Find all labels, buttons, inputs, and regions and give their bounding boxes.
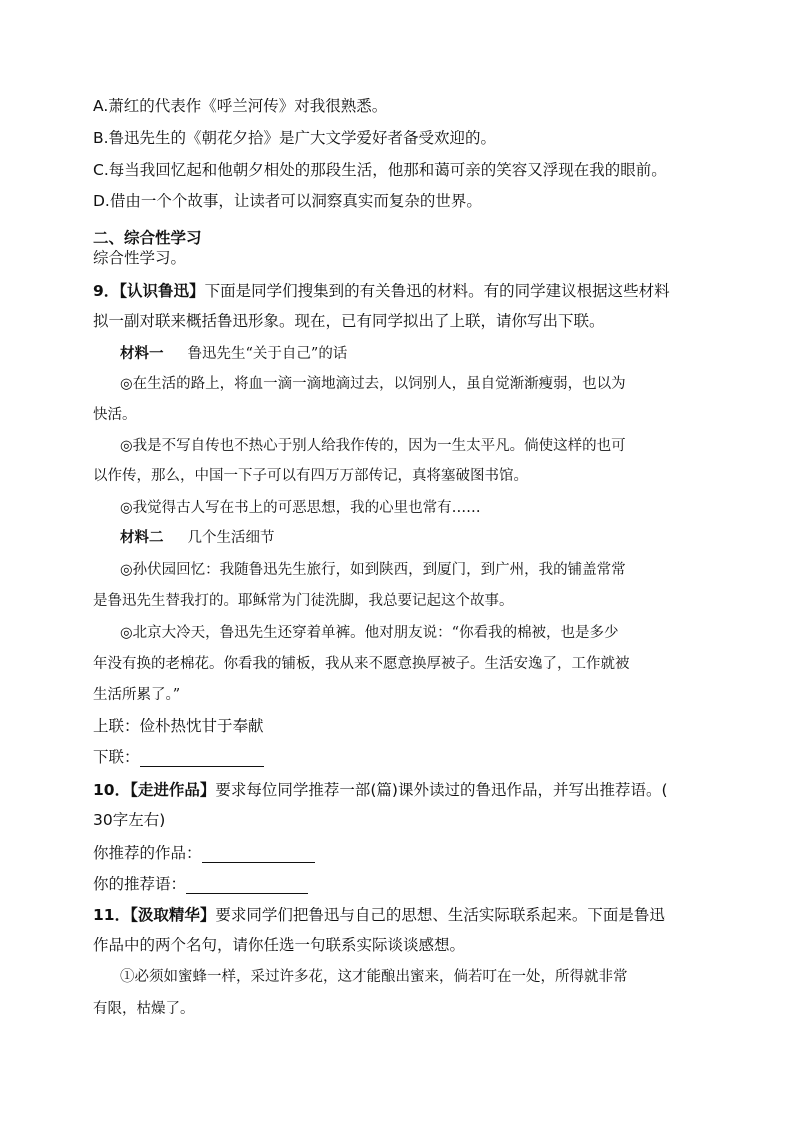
question-9-tag: 【认识鲁迅】: [119, 282, 205, 300]
lower-couplet-answer-blank[interactable]: [140, 748, 264, 767]
quote-1-line-2: 有限，枯燥了。: [93, 1001, 195, 1017]
recommended-work-answer-blank[interactable]: [202, 844, 315, 863]
option-b: B.鲁迅先生的《朝花夕拾》是广大文学爱好者备受欢迎的。: [93, 129, 497, 147]
question-9-line-2: 拟一副对联来概括鲁迅形象。现在，已有同学拟出了上联，请你写出下联。: [93, 312, 605, 330]
option-a: A.萧红的代表作《呼兰河传》对我很熟悉。: [93, 97, 388, 115]
question-10-tag: 【走进作品】: [130, 781, 216, 799]
material-1-para-3: ◎我觉得古人写在书上的可恶思想，我的心里也常有……: [120, 500, 481, 516]
material-1-para-1-line-2: 快活。: [93, 407, 137, 423]
material-2-heading: [120, 528, 275, 548]
section-subheading: 综合性学习。: [93, 249, 187, 267]
question-10-line-2: 30字左右): [93, 811, 166, 829]
quote-1-line-1: ①必须如蜜蜂一样，采过许多花，这才能酿出蜜来，倘若叮在一处，所得就非常: [120, 969, 628, 985]
lower-couplet-row: [93, 747, 264, 767]
question-11-tag: 【汲取精华】: [130, 906, 216, 924]
question-10-text: 要求每位同学推荐一部(篇)课外读过的鲁迅作品，并写出推荐语。(: [215, 781, 668, 799]
recommendation-label: 你的推荐语：: [93, 875, 187, 893]
material-1-para-1-line-1: ◎在生活的路上，将血一滴一滴地滴过去，以饲别人，虽自觉渐渐瘦弱，也以为: [120, 376, 626, 392]
material-2-para-2-line-1: ◎北京大冷天，鲁迅先生还穿着单裤。他对朋友说：“你看我的棉被，也是多少: [120, 625, 619, 641]
material-1-para-2-line-2: 以作传，那么，中国一下子可以有四万万部传记，真将塞破图书馆。: [93, 468, 528, 484]
material-2-para-2-line-3: 生活所累了。”: [93, 687, 181, 703]
question-9-line-1: [93, 281, 670, 301]
question-9-number: 9．: [93, 282, 120, 300]
recommended-work-row: [93, 843, 315, 863]
material-2-label: 材料二: [120, 529, 164, 546]
section-heading: 二、综合性学习: [93, 229, 202, 247]
material-2-title: 几个生活细节: [187, 530, 275, 546]
recommended-work-label: 你推荐的作品：: [93, 844, 202, 862]
material-2-para-1-line-1: ◎孙伏园回忆：我随鲁迅先生旅行，如到陕西，到厦门，到广州，我的铺盖常常: [120, 562, 626, 578]
material-1-label: 材料一: [120, 345, 164, 362]
option-d: D.借由一个个故事，让读者可以洞察真实而复杂的世界。: [93, 192, 482, 210]
material-1-para-2-line-1: ◎我是不写自传也不热心于别人给我作传的，因为一生太平凡。倘使这样的也可: [120, 438, 626, 454]
material-1-title: 鲁迅先生“关于自己”的话: [187, 346, 348, 362]
question-9-text: 下面是同学们搜集到的有关鲁迅的材料。有的同学建议根据这些材料: [204, 282, 670, 300]
question-10-number: 10．: [93, 781, 131, 799]
recommendation-answer-blank[interactable]: [186, 875, 308, 894]
question-11-line-2: 作品中的两个名句，请你任选一句联系实际谈谈感想。: [93, 936, 466, 954]
question-11-text: 要求同学们把鲁迅与自己的思想、生活实际联系起来。下面是鲁迅: [215, 906, 665, 924]
question-10-line-1: [93, 780, 668, 800]
upper-couplet: 上联：俭朴热忱甘于奉献: [93, 717, 264, 735]
recommendation-row: [93, 874, 308, 894]
option-c: C.每当我回忆起和他朝夕相处的那段生活，他那和蔼可亲的笑容又浮现在我的眼前。: [93, 161, 667, 179]
material-1-heading: [120, 344, 347, 364]
material-2-para-2-line-2: 年没有换的老棉花。你看我的铺板，我从来不愿意换厚被子。生活安逸了，工作就被: [93, 656, 630, 672]
lower-couplet-label: 下联：: [93, 748, 140, 766]
question-11-number: 11．: [93, 906, 131, 924]
material-2-para-1-line-2: 是鲁迅先生替我打的。耶稣常为门徒洗脚，我总要记起这个故事。: [93, 593, 514, 609]
question-11-line-1: [93, 905, 665, 925]
